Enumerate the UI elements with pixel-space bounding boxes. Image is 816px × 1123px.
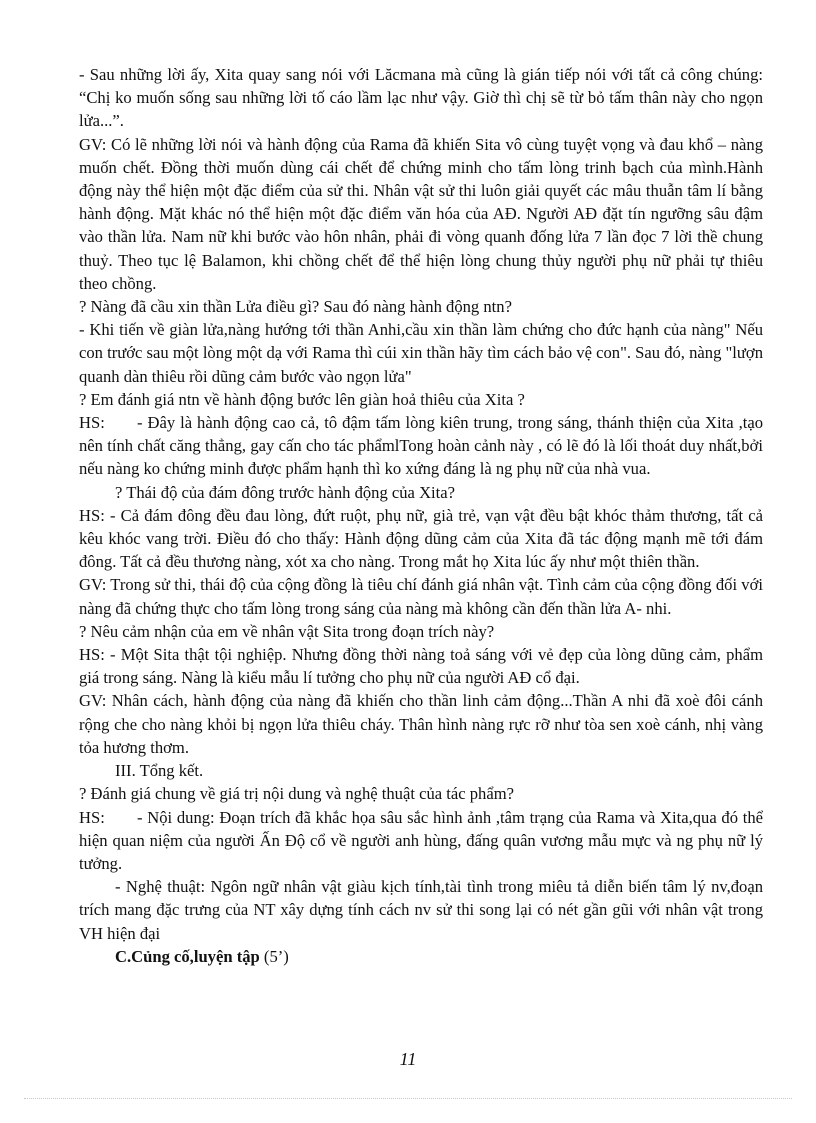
paragraph-hs-evaluation xyxy=(79,411,763,481)
hs-text: - Nội dung: Đoạn trích đã khắc họa sâu sắc hình ảnh ,tâm trạng của Rama và Xita,qua đó thể hiện quan niệm của người Ấn Độ cổ về người anh hùng, đấng quân vương mẫu mực và ng phụ nữ lý tưởng. xyxy=(79,807,763,873)
footer-dotted-rule xyxy=(24,1098,792,1099)
paragraph-answer-fire-god: - Khi tiến về giàn lửa,nàng hướng tới thần Anhi,cầu xin thần làm chứng cho đức hạnh của nàng" Nếu con trước sau một lòng một dạ với Rama thì cúi xin thần hãy tìm cách bảo vệ con". Sau đó, nàng "lượn quanh dàn thiêu rồi dũng cảm bước vào ngọn lửa" xyxy=(79,320,763,386)
consolidation-title: C.Củng cố,luyện tập xyxy=(115,946,260,966)
question-evaluate-action: ? Em đánh giá ntn về hành động bước lên giàn hoả thiêu của Xita ? xyxy=(79,389,525,409)
question-crowd-attitude: ? Thái độ của đám đông trước hành động của Xita? xyxy=(115,482,456,502)
hs-label: HS: xyxy=(79,413,105,433)
paragraph-hs-crowd: HS: - Cả đám đông đều đau lòng, đứt ruột, phụ nữ, già trẻ, vạn vật đều bật khóc thảm thương, tất cả kêu khóc vang trời. Điều đó cho thấy: Hành động dũng cảm của Xita đã tác động mạnh mẽ tới đám đông. Tất cả đều thương nàng, xót xa cho nàng. Trong mắt họ Xita lúc ấy như một thiên thần. xyxy=(79,505,763,572)
question-general-value: ? Đánh giá chung về giá trị nội dung và nghệ thuật của tác phẩm? xyxy=(79,784,514,804)
page-number: 11 xyxy=(399,1049,417,1069)
question-fire-god: ? Nàng đã cầu xin thần Lửa điều gì? Sau đó nàng hành động ntn? xyxy=(79,297,512,317)
consolidation-time: (5’) xyxy=(259,946,289,966)
page-content xyxy=(79,63,763,968)
paragraph-gv-explanation: GV: Có lẽ những lời nói và hành động của Rama đã khiến Sita vô cùng tuyệt vọng và đau khổ – nàng muốn chết. Đồng thời muốn dùng cái chết để chứng minh cho tấm lòng trinh bạch của mình.Hành động này thể hiện một đặc điểm của sử thi. Nhân vật sử thi luôn giải quyết các mâu thuẫn tâm lí bằng hành động. Mặt khác nó thể hiện một đặc điểm văn hóa của AĐ. Người AĐ đặt tín ngưỡng sâu đậm vào thần lửa. Nam nữ khi bước vào hôn nhân, phải đi vòng quanh đống lửa 7 lần đọc 7 lời thề chung thuỷ. Theo tục lệ Balamon, khi chồng chết để thể hiện lòng chung thủy người phụ nữ phải tự thiêu theo chồng. xyxy=(79,134,763,293)
paragraph-hs-content xyxy=(79,806,763,876)
paragraph-hs-sita: HS: - Một Sita thật tội nghiệp. Nhưng đồng thời nàng toả sáng với vẻ đẹp của lòng dũng cảm, phẩm giá trong sáng. Nàng là kiểu mẫu lí tưởng cho phụ nữ của người AĐ cổ đại. xyxy=(79,645,763,688)
hs-text: - Đây là hành động cao cả, tô đậm tấm lòng kiên trung, trong sáng, thánh thiện của Xita ,tạo nên tính chất căng thẳng, gay cấn cho tác phẩmlTong hoàn cảnh này , có lẽ đó là lối thoát duy nhất,bởi nếu nàng ko chứng minh được phẩm hạnh thì ko xứng đáng là ng phụ nữ của nhà vua. xyxy=(79,413,763,479)
section-summary-heading: III. Tổng kết. xyxy=(115,761,204,781)
paragraph-gv-character: GV: Nhân cách, hành động của nàng đã khiến cho thần linh cảm động...Thần A nhi đã xoè đôi cánh rộng che cho nàng khỏi bị ngọn lửa thiêu cháy. Thân hình nàng rực rỡ như tòa sen xoè cánh, nhị vàng tỏa hương thơm. xyxy=(79,691,763,757)
question-impression-sita: ? Nêu cảm nhận của em về nhân vật Sita trong đoạn trích này? xyxy=(79,621,495,641)
paragraph-xita-speech: - Sau những lời ấy, Xita quay sang nói với Lăcmana mà cũng là gián tiếp nói với tất cả công chúng: “Chị ko muốn sống sau những lời tố cáo lầm lạc như vậy. Giờ thì chị sẽ từ bỏ tấm thân này cho ngọn lửa...”. xyxy=(79,65,763,131)
paragraph-gv-community: GV: Trong sử thi, thái độ của cộng đồng là tiêu chí đánh giá nhân vật. Tình cảm của cộng đồng đối với nàng đã chứng thực cho tấm lòng trong sáng của nàng mà không cần đến thần lửa A- nhi. xyxy=(79,575,763,618)
paragraph-art: - Nghệ thuật: Ngôn ngữ nhân vật giàu kịch tính,tài tình trong miêu tả diễn biến tâm lý nv,đoạn trích mang đặc trưng của NT xây dựng tính cách nv sử thi song lại có nét gần gũi với nhân vật trong VH hiện đại xyxy=(79,877,763,943)
section-consolidation-heading xyxy=(79,945,763,968)
hs-label: HS: xyxy=(79,807,105,827)
